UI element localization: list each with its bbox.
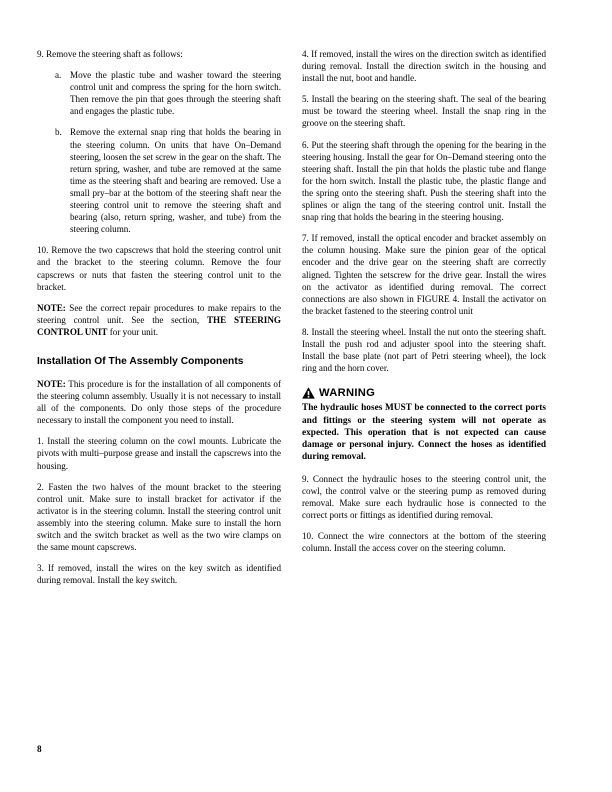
paragraph-item-6: 6. Put the steering shaft through the opening for the bearing in the steering housing. Install the gear for On–Demand steering onto the steering shaft. Install the pin that holds the plastic tube and flange for the horn switch. Install the plastic tube, the plastic flange and the spring onto the steering shaft. Push the steering shaft into the splines or align the tang of the steering control unit. Install the snap ring that holds the bearing in the steering housing. [302, 139, 546, 223]
list-marker-b: b. [55, 127, 62, 138]
paragraph-item-9-intro: 9. Remove the steering shaft as follows: [37, 49, 183, 59]
warning-header [302, 387, 546, 399]
warning-text: The hydraulic hoses MUST be connected to the correct ports and fittings or the steering system will not operate as expected. This operation that is not expected can cause damage or personal injury. Connect the hoses as identified during removal. [302, 403, 546, 463]
note-repair-procedures [37, 302, 281, 338]
list-item-b-text: Remove the external snap ring that holds the bearing in the steering column. On units that have On–Demand steering, loosen the set screw in the gear on the shaft. The return spring, washer, and tube are removed at the same time as the steering shaft and bearing are removed. Use a small pry–bar at the bottom of the steering shaft near the steering control unit to remove the steering shaft and bearing (also, return spring, washer, and tube) from the steering column. [70, 127, 281, 235]
paragraph-item-10-left: 10. Remove the two capscrews that hold the steering control unit and the bracket to the steering column. Remove the four capscrews or nuts that fasten the steering control unit to the bracket. [37, 245, 281, 292]
paragraph-item-8: 8. Install the steering wheel. Install the nut onto the steering shaft. Install the push rod and adjuster spool into the steering shaft. Install the base plate (not part of Petri steering wheel), the lock ring and the horn cover. [302, 326, 546, 374]
warning-box [302, 387, 546, 463]
page-number: 8 [37, 744, 42, 754]
note-procedure-scope [37, 378, 281, 426]
note-text-part-1: See the correct repair procedures to make repairs to the steering control unit. See the section, [37, 302, 281, 325]
paragraph-item-2: 2. Fasten the two halves of the mount bracket to the steering control unit. Make sure to install bracket for activator if the activator is in the steering column. Install the steering control unit assembly into the steering column. Make sure to install the horn switch and the switch bracket as well as the two wire clamps on the same mount capscrews. [37, 481, 281, 553]
note-text-part-2: for your unit. [107, 326, 159, 337]
paragraph-item-7: 7. If removed, install the optical encoder and bracket assembly on the column housing. Make sure the pinion gear of the optical encoder and the drive gear on the steering shaft are correctly aligned. Tighten the setscrew for the drive gear. Install the wires on the activator as identified during removal. The correct connections are also shown in FIGURE 4. Install the activator on the bracket fastened to the steering control unit [302, 233, 546, 316]
list-marker-a: a. [55, 70, 62, 81]
two-column-text-body [37, 48, 572, 738]
paragraph-item-4: 4. If removed, install the wires on the direction switch as identified during removal. Install the direction switch in the housing and install the nut, boot and handle. [302, 49, 546, 84]
note-label: NOTE: [37, 302, 66, 313]
list-item-a [37, 69, 281, 117]
warning-label: WARNING [319, 387, 376, 400]
lettered-sublist [37, 69, 281, 235]
right-column [302, 48, 546, 554]
note-2-text: This procedure is for the installation of all components of the steering column assembly. Usually it is not necessary to install all of the components. Do only those steps of the procedure necessary to install the component you need to install. [37, 378, 281, 426]
note-label-2: NOTE: [37, 378, 66, 389]
left-column [37, 48, 281, 586]
warning-triangle-icon [302, 387, 315, 399]
note-emphasis-section-name: THE STEERING CONTROL UNIT [37, 314, 281, 337]
paragraph-item-3: 3. If removed, install the wires on the key switch as identified during removal. Install the key switch. [37, 563, 281, 586]
paragraph-item-1: 1. Install the steering column on the cowl mounts. Lubricate the pivots with multi–purpose grease and install the capscrews into the housing. [37, 436, 281, 471]
list-item-a-text: Move the plastic tube and washer toward the steering control unit and compress the spring for the horn switch. Then remove the pin that goes through the steering shaft and engages the plastic tube. [70, 70, 281, 117]
list-item-b [37, 126, 281, 235]
paragraph-item-9-right: 9. Connect the hydraulic hoses to the steering control unit, the cowl, the control valve or the steering pump as removed during removal. Make sure each hydraulic hose is connected to the correct ports or fittings as identified during removal. [302, 473, 546, 521]
paragraph-item-10-right: 10. Connect the wire connectors at the bottom of the steering column. Install the access cover on the steering column. [302, 531, 546, 554]
section-heading-installation: Installation Of The Assembly Components [37, 355, 244, 367]
paragraph-item-5: 5. Install the bearing on the steering shaft. The seal of the bearing must be toward the steering wheel. Install the snap ring in the groove on the steering shaft. [302, 94, 546, 129]
